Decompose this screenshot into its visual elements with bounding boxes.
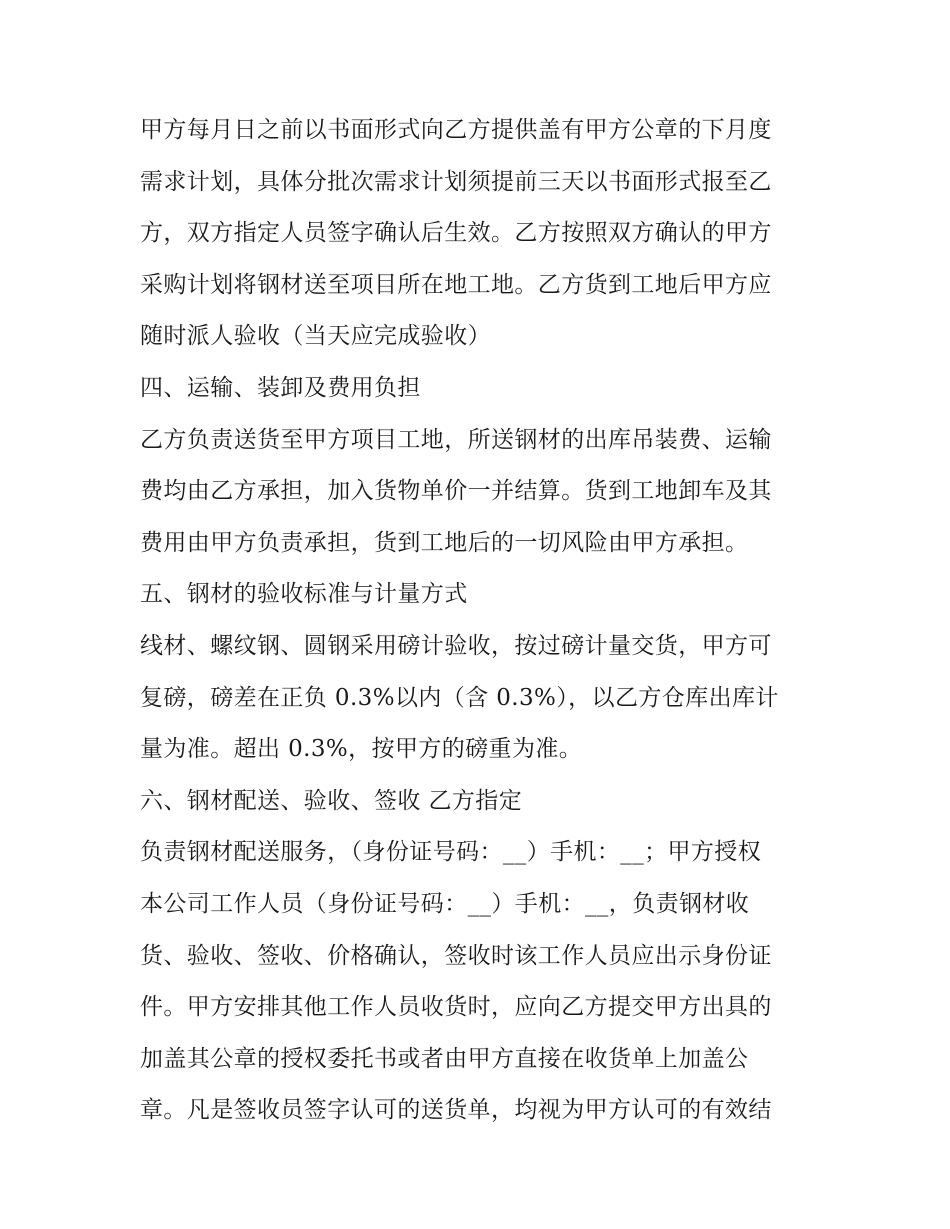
paragraph-line: 章。凡是签收员签字认可的送货单，均视为甲方认可的有效结 bbox=[140, 1097, 772, 1124]
section-heading: 四、运输、装卸及费用负担 bbox=[140, 374, 421, 401]
section-heading: 六、钢材配送、验收、签收 乙方指定 bbox=[140, 787, 523, 814]
document-body bbox=[140, 110, 820, 1142]
paragraph-line: 件。甲方安排其他工作人员收货时，应向乙方提交甲方出具的 bbox=[140, 994, 772, 1021]
paragraph-line: 随时派人验收（当天应完成验收） bbox=[140, 323, 491, 350]
paragraph-line: 本公司工作人员（身份证号码：__）手机：__，负责钢材收 bbox=[140, 890, 750, 917]
paragraph-line: 费用由甲方负责承担，货到工地后的一切风险由甲方承担。 bbox=[140, 529, 749, 556]
paragraph-line: 加盖其公章的授权委托书或者由甲方直接在收货单上加盖公 bbox=[140, 1045, 749, 1072]
paragraph-line: 费均由乙方承担，加入货物单价一并结算。货到工地卸车及其 bbox=[140, 478, 772, 505]
paragraph-line: 货、验收、签收、价格确认，签收时该工作人员应出示身份证 bbox=[140, 942, 772, 969]
paragraph-line: 线材、螺纹钢、圆钢采用磅计验收，按过磅计量交货，甲方可 bbox=[140, 632, 772, 659]
paragraph-line: 需求计划，具体分批次需求计划须提前三天以书面形式报至乙 bbox=[140, 168, 772, 195]
paragraph-line: 方，双方指定人员签字确认后生效。乙方按照双方确认的甲方 bbox=[140, 220, 772, 247]
paragraph-line: 复磅，磅差在正负 0.3%以内（含 0.3%），以乙方仓库出库计 bbox=[140, 684, 779, 711]
section-heading: 五、钢材的验收标准与计量方式 bbox=[140, 581, 468, 608]
paragraph-line: 甲方每月日之前以书面形式向乙方提供盖有甲方公章的下月度 bbox=[140, 117, 772, 143]
paragraph-line: 量为准。超出 0.3%，按甲方的磅重为准。 bbox=[140, 736, 583, 763]
paragraph-line: 负责钢材配送服务，（身份证号码：__）手机：__；甲方授权 bbox=[140, 839, 762, 866]
paragraph-line: 采购计划将钢材送至项目所在地工地。乙方货到工地后甲方应 bbox=[140, 271, 772, 298]
paragraph-line: 乙方负责送货至甲方项目工地，所送钢材的出库吊装费、运输 bbox=[140, 426, 772, 453]
